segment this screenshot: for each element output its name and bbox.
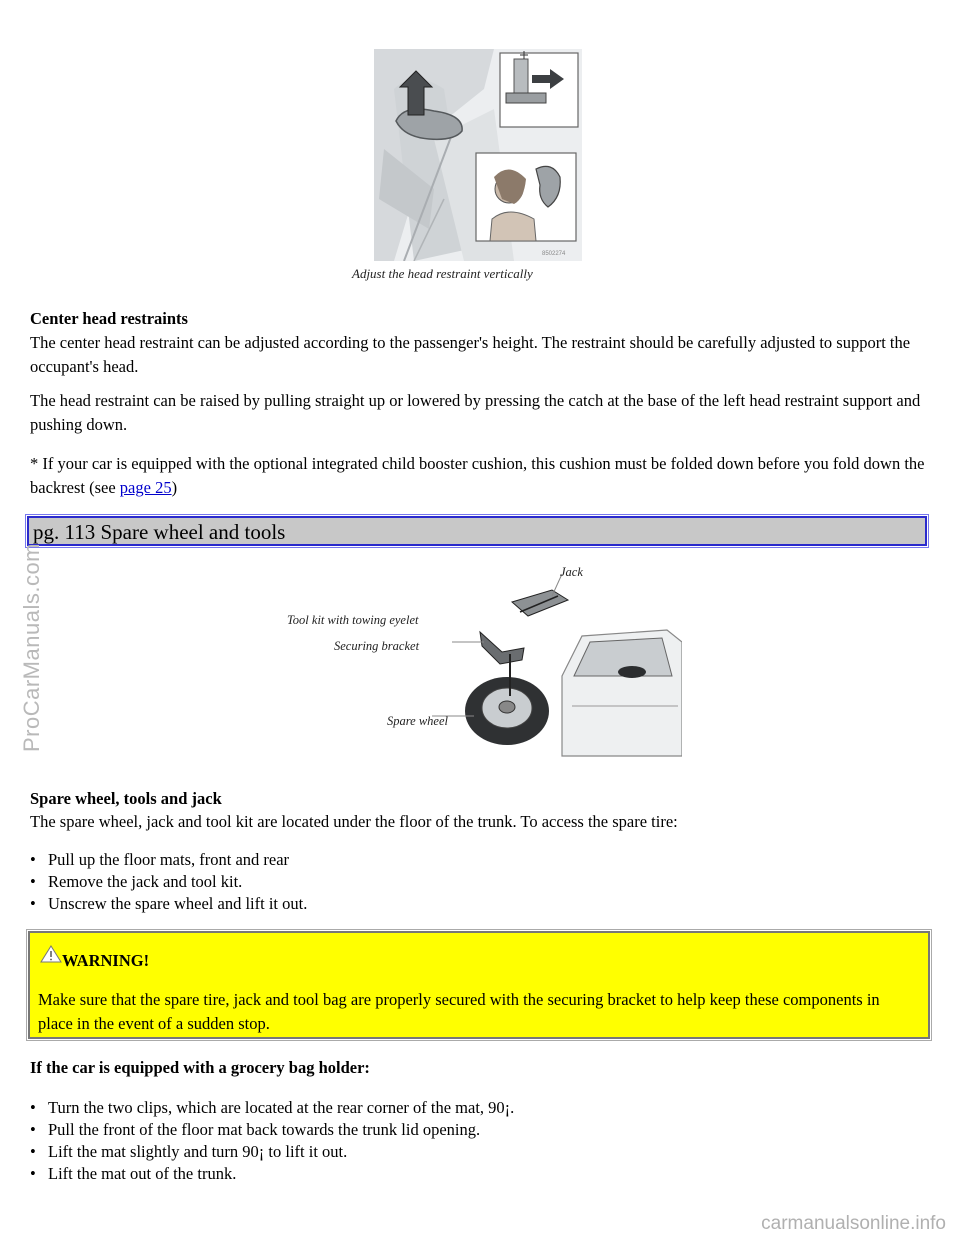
section-heading: Center head restraints bbox=[30, 309, 188, 328]
steps-list bbox=[30, 849, 307, 915]
warning-title: WARNING! bbox=[62, 951, 150, 970]
paragraph: The center head restraint can be adjusted according to the passenger's height. The restraint should be carefully adjusted to support the occupant's head. bbox=[30, 333, 911, 376]
list-item: • Pull the front of the floor mat back towards the trunk lid opening. bbox=[48, 1119, 514, 1141]
list-item: • Lift the mat out of the trunk. bbox=[48, 1163, 514, 1185]
spare-wheel-illustration bbox=[262, 556, 682, 766]
svg-text:8502274: 8502274 bbox=[542, 251, 566, 257]
figure-caption: Adjust the head restraint vertically bbox=[352, 266, 533, 281]
watermark: carmanualsonline.info bbox=[761, 1213, 946, 1234]
paragraph-text: * If your car is equipped with the optional integrated child booster cushion, this cushion must be folded down before you fold down the backrest (see bbox=[30, 454, 925, 497]
section-heading: Spare wheel, tools and jack bbox=[30, 789, 222, 808]
warning-text: Make sure that the spare tire, jack and tool bag are properly secured with the securing bracket to help keep these components in place in the event of a sudden stop. bbox=[38, 990, 880, 1033]
jack-label: Jack bbox=[560, 565, 583, 579]
list-item: • Unscrew the spare wheel and lift it out. bbox=[48, 893, 307, 915]
list-item: • Remove the jack and tool kit. bbox=[48, 871, 307, 893]
section-heading: If the car is equipped with a grocery bag holder: bbox=[30, 1058, 370, 1077]
page-link[interactable]: page 25 bbox=[119, 478, 172, 497]
watermark: ProCarManuals.com bbox=[19, 542, 44, 752]
head-restraint-illustration bbox=[374, 49, 582, 261]
list-item: • Turn the two clips, which are located at the rear corner of the mat, 90¡. bbox=[48, 1097, 514, 1119]
paragraph-with-link bbox=[30, 452, 930, 500]
spare-wheel-label: Spare wheel bbox=[387, 714, 448, 728]
securing-bracket-label: Securing bracket bbox=[334, 639, 420, 653]
list-item: • Pull up the floor mats, front and rear bbox=[48, 849, 307, 871]
warning-icon bbox=[40, 945, 62, 963]
steps-list bbox=[30, 1097, 514, 1185]
paragraph-text: ) bbox=[171, 478, 178, 497]
tool-kit-label: Tool kit with towing eyelet bbox=[287, 613, 419, 627]
warning-box bbox=[28, 931, 930, 1039]
paragraph: The head restraint can be raised by pulling straight up or lowered by pressing the catch at the base of the left head restraint support and pushing down. bbox=[30, 391, 921, 434]
section-title-bar bbox=[27, 516, 927, 546]
paragraph: The spare wheel, jack and tool kit are located under the floor of the trunk. To access the spare tire: bbox=[30, 812, 678, 831]
section-title: pg. 113 Spare wheel and tools bbox=[33, 520, 286, 544]
list-item: • Lift the mat slightly and turn 90¡ to lift it out. bbox=[48, 1141, 514, 1163]
